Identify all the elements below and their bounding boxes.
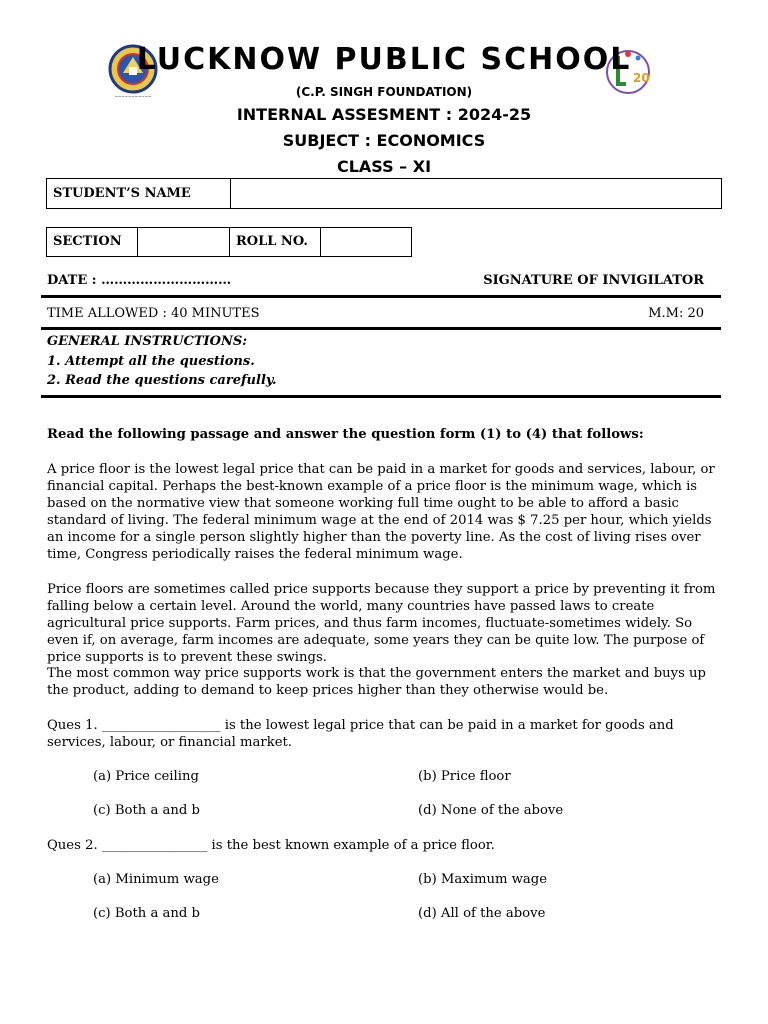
svg-text:20: 20 [633,71,650,85]
question-2: Ques 2. ________________ is the best known example of a price floor. [47,838,495,853]
divider-bottom [41,395,721,398]
time-allowed: TIME ALLOWED : 40 MINUTES [47,306,260,321]
q1-option-a[interactable]: (a) Price ceiling [93,769,199,784]
subject-title: SUBJECT : ECONOMICS [282,131,486,150]
foundation-name: (C.P. SINGH FOUNDATION) [295,85,473,99]
passage-paragraph-2: Price floors are sometimes called price supports because they support a price by preventing it from falling below a certain level. Around the world, many countries have passed laws to create agricultural price supports. Farm prices, and thus farm incomes, fluctuate-sometimes widely. So even if, on average, farm incomes are adequate, some years they can be quite low. The purpose of price supports is to prevent these swings. [47,582,716,665]
section-field[interactable] [138,228,228,256]
class-title: CLASS – XI [336,157,432,176]
q1-option-b[interactable]: (b) Price floor [418,769,511,784]
instructions-title: GENERAL INSTRUCTIONS: [47,334,248,349]
section-label: SECTION [53,234,122,249]
invigilator-signature-label: SIGNATURE OF INVIGILATOR [483,273,704,288]
date-field: DATE : ………………………… [47,273,232,288]
school-name: LUCKNOW PUBLIC SCHOOL [136,42,632,77]
q2-option-c[interactable]: (c) Both a and b [93,906,200,921]
passage-paragraph-1: A price floor is the lowest legal price that can be paid in a market for goods and services, labour, or financial capital. Perhaps the best-known example of a price floor is the minimum wage, which is based on the normative view that someone working full time ought to be able to afford a basic standard of living. The federal minimum wage at the end of 2014 was $ 7.25 per hour, which yields an income for a single person slightly higher than the poverty line. As the cost of living rises over time, Congress periodically raises the federal minimum wage. [47,462,715,562]
q2-option-b[interactable]: (b) Maximum wage [418,872,548,887]
q2-option-d[interactable]: (d) All of the above [418,906,546,921]
instruction-item: 1. Attempt all the questions. [47,354,255,369]
roll-no-field[interactable] [321,228,411,256]
q1-option-c[interactable]: (c) Both a and b [93,803,200,818]
divider-middle [41,327,721,330]
instruction-item: 2. Read the questions carefully. [47,373,277,388]
student-name-field[interactable] [231,179,721,208]
q2-option-a[interactable]: (a) Minimum wage [93,872,219,887]
svg-text:~~~~~~~~~~~: ~~~~~~~~~~~ [114,94,152,99]
exam-title: INTERNAL ASSESMENT : 2024-25 [236,105,532,124]
roll-no-label: ROLL NO. [236,234,308,249]
max-marks: M.M: 20 [648,306,704,321]
divider-top [41,295,721,298]
passage-paragraph-3: The most common way price supports work is that the government enters the market and buys up the product, adding to demand to keep prices higher than they otherwise would be. [47,666,706,698]
q1-option-d[interactable]: (d) None of the above [418,803,564,818]
passage-heading: Read the following passage and answer the question form (1) to (4) that follows: [47,427,644,442]
student-name-label: STUDENT’S NAME [53,186,191,201]
question-1: Ques 1. __________________ is the lowest legal price that can be paid in a market for goods and services, labour, or financial market. [47,718,674,750]
